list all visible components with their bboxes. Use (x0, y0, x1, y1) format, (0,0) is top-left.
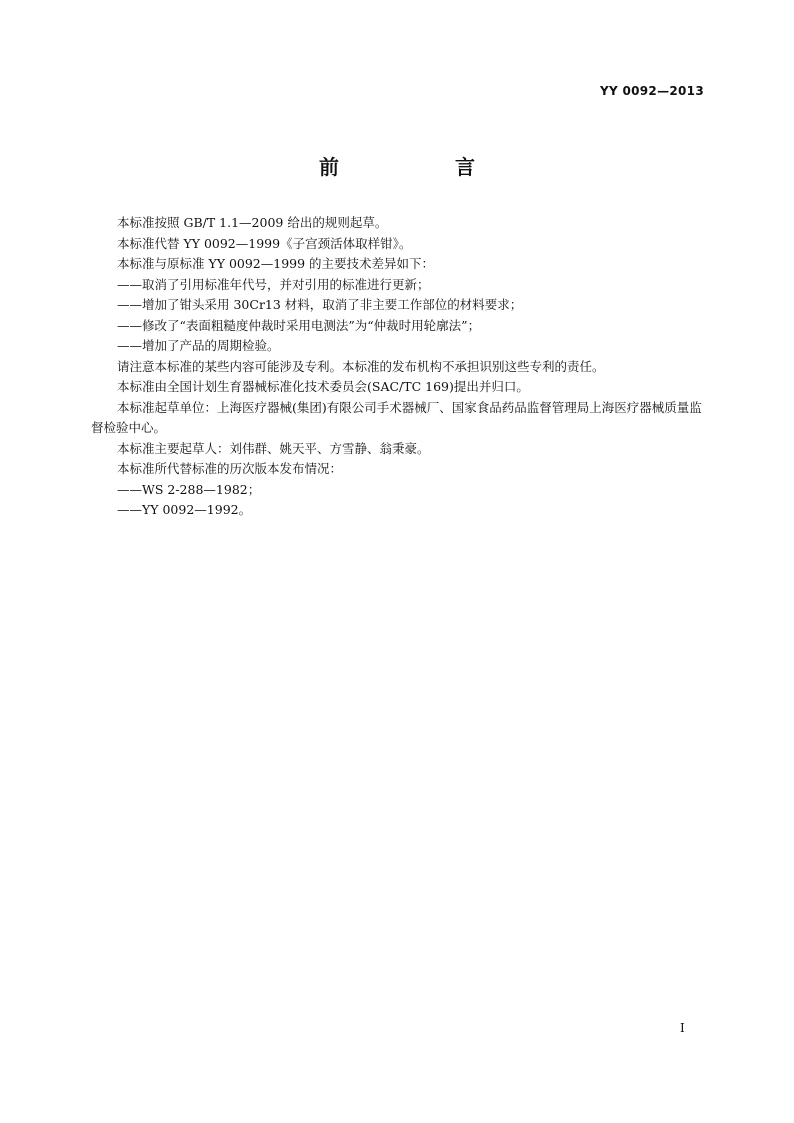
paragraph-history-intro: 本标准所代替标准的历次版本发布情况： (117, 461, 343, 476)
list-item-difference-2: ——增加了钳头采用 30Cr13 材料，取消了非主要工作部位的材料要求； (117, 297, 523, 312)
paragraph-proposed-by: 本标准由全国计划生育器械标准化技术委员会(SAC/TC 169)提出并归口。 (117, 379, 529, 394)
list-item-difference-3: ——修改了“表面粗糙度仲裁时采用电测法”为“仲裁时用轮廓法”； (117, 317, 481, 333)
paragraph-differences-intro: 本标准与原标准 YY 0092—1999 的主要技术差异如下： (117, 256, 435, 271)
paragraph-drafting-units: 本标准起草单位：上海医疗器械(集团)有限公司手术器械厂、国家食品药品监督管理局上海医疗器械质量监督检验中心。 (91, 399, 702, 435)
page-number: I (680, 1021, 685, 1035)
standard-code: YY 0092—2013 (600, 84, 704, 98)
list-item-difference-4: ——增加了产品的周期检验。 (117, 338, 280, 353)
list-item-difference-1: ——取消了引用标准年代号，并对引用的标准进行更新； (117, 276, 430, 292)
foreword-body (91, 213, 705, 521)
paragraph-replaces: 本标准代替 YY 0092—1999《子宫颈活体取样钳》。 (117, 235, 412, 251)
paragraph-patent-notice: 请注意本标准的某些内容可能涉及专利。本标准的发布机构不承担识别这些专利的责任。 (117, 358, 605, 374)
page-title: 前 言 (319, 155, 523, 179)
list-item-history-1: ——WS 2-288—1982； (117, 481, 261, 497)
paragraph-drafters: 本标准主要起草人：刘伟群、姚天平、方雪静、翁秉豪。 (117, 440, 430, 456)
paragraph-drafting-rules: 本标准按照 GB/T 1.1—2009 给出的规则起草。 (117, 215, 388, 230)
list-item-history-2: ——YY 0092—1992。 (117, 502, 252, 517)
